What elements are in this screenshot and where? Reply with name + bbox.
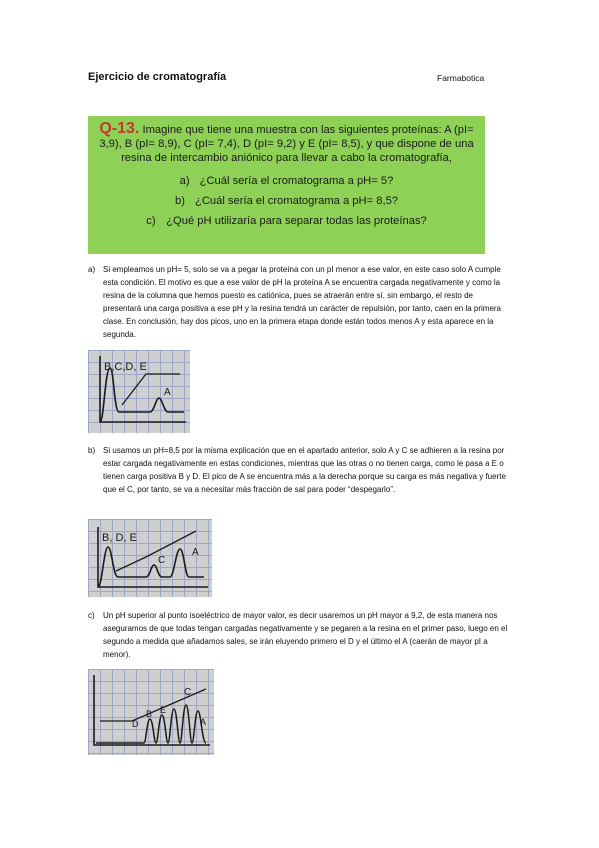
answer-text: Si empleamos un pH= 5, solo se va a pegar la proteína con un pI menor a ese valor, en este caso solo A cumple esta condición. El motivo es que a ese valor de pH la proteína A se encuentra cargada negativamente y como la resina de la columna que hemos puesto es catiónica, pues se atraerán entre sí, sin embargo, el resto de presentará una carga positiva a ese pH y la resina tendrá un carácter de repulsión, por tanto, caen en la primera clase. En conclusión, hay dos picos, uno en la primera etapa donde están todos menos A y esta aparece en la segunda. bbox=[103, 265, 502, 339]
question-box bbox=[88, 116, 485, 254]
sketch-label: C bbox=[158, 555, 166, 566]
chromatogram-sketch-c bbox=[88, 669, 214, 755]
sketch-label: A bbox=[192, 547, 199, 558]
sketch-label: B, D, E bbox=[102, 532, 137, 544]
chromatogram-sketch-a bbox=[88, 350, 190, 433]
answer-text: Un pH superior al punto isoeléctrico de mayor valor, es decir usaremos un pH mayor a 9,2, de esta manera nos aseguramos de que todas tengan cargadas negativamente y se pegaren a la resina en el primer paso, luego en el segundo a medida que añadamos sales, se irán eluyendo primero el D y el último el A (caerán de mayor pI a menor). bbox=[103, 611, 508, 659]
sketch-label: C bbox=[184, 687, 192, 698]
answer-c bbox=[88, 609, 508, 661]
question-text: Imagine que tiene una muestra con las siguientes proteínas: A (pI= 3,9), B (pI= 8,9), C (pI= 7,4), D (pI= 9,2) y E (pI= 8,5), y que dispone de una resina de intercambio aniónico para llevar a cabo la cromatografía, bbox=[99, 124, 474, 164]
document-subject: Farmabotica bbox=[437, 73, 485, 83]
answer-b bbox=[88, 444, 508, 496]
sketch-label: D bbox=[132, 719, 139, 729]
answer-label: a) bbox=[88, 265, 96, 274]
chromatogram-sketch-b bbox=[88, 519, 212, 597]
sketch-label: B,C,D, E bbox=[104, 361, 147, 373]
answer-label: b) bbox=[88, 446, 96, 455]
question-items bbox=[96, 171, 477, 231]
sketch-label: E bbox=[160, 705, 167, 715]
question-item: b) ¿Cuál sería el cromatograma a pH= 8,5? bbox=[174, 195, 399, 207]
question-item: c) ¿Qué pH utilizaría para separar todas las proteínas? bbox=[146, 215, 427, 227]
question-intro bbox=[96, 122, 477, 165]
answer-text: Si usamos un pH=8,5 por la misma explicación que en el apartado anterior, solo A y C se adhieren a la resina por estar cargada negativamente en estas condiciones, mientras que las otras o no tienen carga, como le pasa a E o tienen carga positiva B y D. El pico de A se encuentra más a la derecha porque su carga es más negativa y fuerte que el C, por tanto, se va a necesitar más fracción de sal para poder “despegarlo”. bbox=[103, 446, 506, 494]
question-item: a) ¿Cuál sería el cromatograma a pH= 5? bbox=[179, 175, 394, 187]
question-number: Q-13. bbox=[99, 120, 140, 137]
answer-a bbox=[88, 263, 508, 341]
sketch-label: A bbox=[200, 717, 207, 727]
sketch-label: B bbox=[146, 709, 153, 719]
answer-label: c) bbox=[88, 611, 95, 620]
sketch-label: A bbox=[164, 387, 171, 398]
document-title: Ejercicio de cromatografía bbox=[88, 71, 227, 83]
